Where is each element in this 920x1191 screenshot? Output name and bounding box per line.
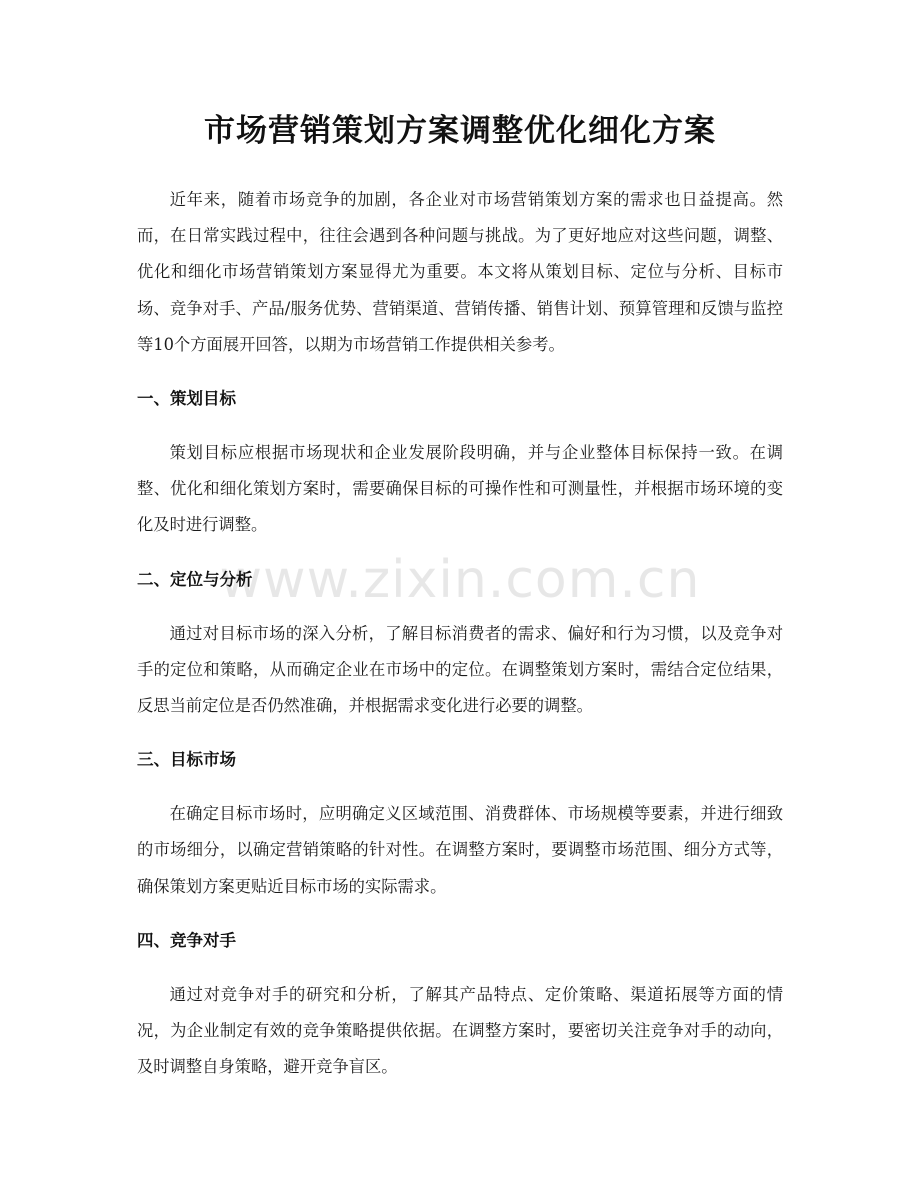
section-body-positioning: 通过对目标市场的深入分析，了解目标消费者的需求、偏好和行为习惯，以及竞争对手的定位和策略，从而确定企业在市场中的定位。在调整策划方案时，需结合定位结果，反思当前定位是否仍然准确，并根据需求变化进行必要的调整。 (137, 623, 783, 716)
section-heading-goals: 一、策划目标 (137, 389, 236, 409)
section-body-goals: 策划目标应根据市场现状和企业发展阶段明确，并与企业整体目标保持一致。在调整、优化和细化策划方案时，需要确保目标的可操作性和可测量性，并根据市场环境的变化及时进行调整。 (137, 443, 783, 535)
section-heading-competitors: 四、竞争对手 (137, 930, 236, 950)
section-heading-target-market: 三、目标市场 (137, 750, 236, 770)
document-title: 市场营销策划方案调整优化细化方案 (204, 113, 716, 149)
section-body-target-market: 在确定目标市场时，应明确定义区域范围、消费群体、市场规模等要素，并进行细致的市场细分，以确定营销策略的针对性。在调整方案时，要调整市场范围、细分方式等，确保策划方案更贴近目标市场的实际需求。 (137, 804, 783, 896)
watermark: www.zixin.com.cn (219, 550, 701, 610)
section-body-competitors: 通过对竞争对手的研究和分析，了解其产品特点、定价策略、渠道拓展等方面的情况，为企业制定有效的竞争策略提供依据。在调整方案时，要密切关注竞争对手的动向，及时调整自身策略，避开竞争盲区。 (137, 984, 783, 1077)
document-body (137, 182, 783, 1085)
intro-paragraph: 近年来，随着市场竞争的加剧，各企业对市场营销策划方案的需求也日益提高。然而，在日常实践过程中，往往会遇到各种问题与挑战。为了更好地应对这些问题，调整、优化和细化市场营销策划方案显得尤为重要。本文将从策划目标、定位与分析、目标市场、竞争对手、产品/服务优势、营销渠道、营销传播、销售计划、预算管理和反馈与监控等10个方面展开回答，以期为市场营销工作提供相关参考。 (137, 190, 783, 354)
section-heading-positioning: 二、定位与分析 (137, 569, 253, 589)
